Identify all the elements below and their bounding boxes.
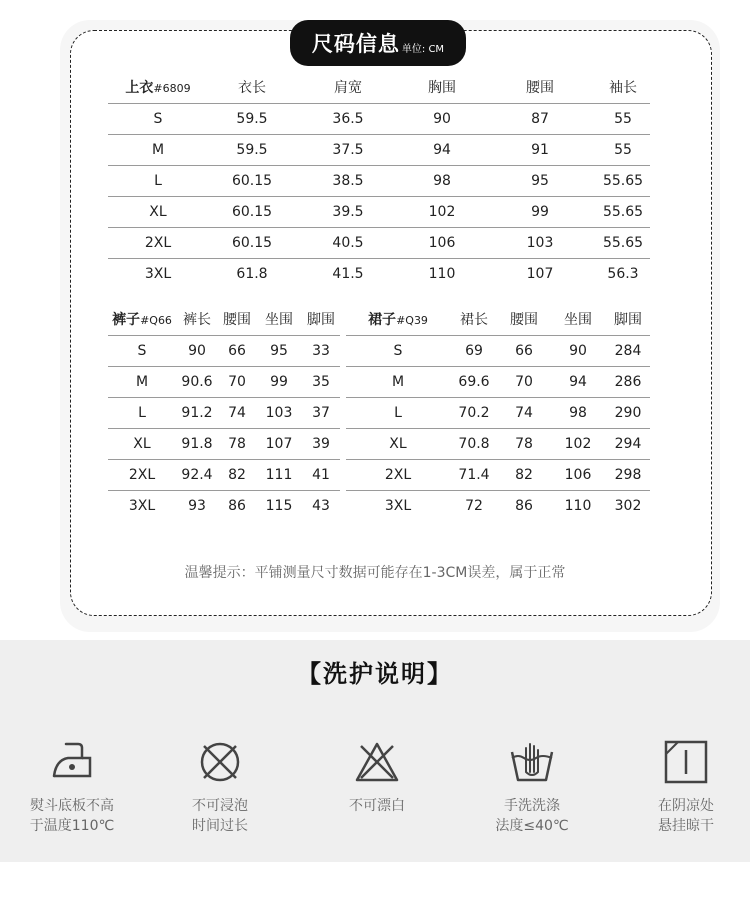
table-header-row xyxy=(108,72,650,103)
table-cell: 2XL xyxy=(108,227,208,258)
do-not-soak-icon xyxy=(196,738,244,786)
table-header-row xyxy=(346,304,650,335)
table-row xyxy=(108,366,340,397)
table-cell: 71.4 xyxy=(450,459,498,490)
column-header: 肩宽 xyxy=(296,72,400,103)
size-info-unit: 单位: CM xyxy=(401,43,445,55)
table-cell: 36.5 xyxy=(296,103,400,134)
table-cell: 55.65 xyxy=(596,196,650,227)
table-cell: L xyxy=(108,397,176,428)
table-cell: 33 xyxy=(302,335,340,366)
table-cell: 91 xyxy=(484,134,596,165)
table-cell: 298 xyxy=(606,459,650,490)
table-cell: 98 xyxy=(550,397,606,428)
table-cell: 43 xyxy=(312,497,330,514)
hand-wash-icon xyxy=(508,738,556,786)
table-cell: 91.2 xyxy=(176,397,218,428)
table-cell: 61.8 xyxy=(236,265,268,282)
column-header: 裙长 xyxy=(450,304,498,335)
table-cell: 90.6 xyxy=(176,366,218,397)
table-cell: 70 xyxy=(498,366,550,397)
column-header: 脚围 xyxy=(302,304,340,335)
table-cell: 74 xyxy=(498,397,550,428)
iron-low-temp-icon xyxy=(48,738,96,786)
table-cell: 302 xyxy=(614,497,642,514)
table-cell: 55.65 xyxy=(596,227,650,258)
table-cell: 102 xyxy=(400,196,484,227)
top-name: 上衣 xyxy=(125,80,154,97)
table-cell: M xyxy=(108,134,208,165)
table-cell: 41 xyxy=(302,459,340,490)
table-cell: 110 xyxy=(564,497,592,514)
care-label: 不可漂白 xyxy=(349,798,405,814)
table-row xyxy=(108,165,650,196)
table-cell: 99 xyxy=(484,196,596,227)
table-cell: 60.15 xyxy=(208,196,296,227)
column-header: 裤长 xyxy=(176,304,218,335)
table-cell: 56.3 xyxy=(607,265,639,282)
skirt-code: #Q39 xyxy=(396,314,428,328)
table-cell: 60.15 xyxy=(208,165,296,196)
table-row xyxy=(108,459,340,490)
dry-in-shade-icon xyxy=(662,738,710,786)
table-cell: 95 xyxy=(484,165,596,196)
table-cell: 107 xyxy=(526,265,554,282)
table-cell: 103 xyxy=(256,397,302,428)
table-row xyxy=(108,196,650,227)
pants-table-title xyxy=(108,304,176,335)
table-cell: 90 xyxy=(550,335,606,366)
care-label: 熨斗底板不高 于温度110℃ xyxy=(29,798,115,834)
table-cell: 290 xyxy=(606,397,650,428)
table-row xyxy=(108,258,650,289)
table-cell: 2XL xyxy=(108,459,176,490)
table-cell: 294 xyxy=(606,428,650,459)
care-label: 在阴凉处 悬挂晾干 xyxy=(658,798,714,834)
table-cell: S xyxy=(346,335,450,366)
table-row xyxy=(346,428,650,459)
table-cell: 93 xyxy=(188,497,206,514)
table-cell: 284 xyxy=(606,335,650,366)
table-cell: 3XL xyxy=(384,497,412,514)
table-row xyxy=(346,397,650,428)
column-header: 腰围 xyxy=(484,72,596,103)
table-cell: 72 xyxy=(465,497,483,514)
pants-code: #Q66 xyxy=(140,314,172,328)
table-cell: L xyxy=(108,165,208,196)
table-cell: 82 xyxy=(218,459,256,490)
table-cell: 94 xyxy=(550,366,606,397)
table-cell: 66 xyxy=(218,335,256,366)
table-cell: 35 xyxy=(302,366,340,397)
table-cell: 70.2 xyxy=(450,397,498,428)
column-header: 腰围 xyxy=(498,304,550,335)
table-cell: 55.65 xyxy=(596,165,650,196)
table-cell: 286 xyxy=(606,366,650,397)
table-cell: L xyxy=(346,397,450,428)
care-label: 手洗洗涤 法度≤40℃ xyxy=(495,798,569,834)
table-cell: 78 xyxy=(218,428,256,459)
table-cell: S xyxy=(108,335,176,366)
column-header: 衣长 xyxy=(208,72,296,103)
column-header: 袖长 xyxy=(596,72,650,103)
table-row xyxy=(346,459,650,490)
table-cell: 78 xyxy=(498,428,550,459)
table-row xyxy=(346,490,650,521)
column-header: 胸围 xyxy=(400,72,484,103)
care-item-iron xyxy=(12,738,132,836)
table-cell: 41.5 xyxy=(332,265,364,282)
skirt-table-title xyxy=(346,304,450,335)
table-cell: 86 xyxy=(228,497,246,514)
measurement-tip: 温馨提示：平铺测量尺寸数据可能存在1-3CM误差，属于正常 xyxy=(184,565,566,581)
top-code: #6809 xyxy=(153,82,191,96)
care-item-dry-shade xyxy=(626,738,746,836)
table-cell: 55 xyxy=(596,103,650,134)
care-item-no-bleach xyxy=(317,738,437,816)
size-info-title: 尺码信息 xyxy=(311,32,400,56)
table-cell: 98 xyxy=(400,165,484,196)
table-cell: 37 xyxy=(302,397,340,428)
table-row xyxy=(346,335,650,366)
care-title: 【洗护说明】 xyxy=(297,660,453,688)
table-cell: 106 xyxy=(550,459,606,490)
pants-size-table xyxy=(108,304,340,521)
table-cell: XL xyxy=(346,428,450,459)
table-row xyxy=(108,397,340,428)
column-header: 坐围 xyxy=(550,304,606,335)
table-cell: 70 xyxy=(218,366,256,397)
column-header: 腰围 xyxy=(218,304,256,335)
table-cell: 111 xyxy=(256,459,302,490)
skirt-name: 裙子 xyxy=(368,312,397,329)
table-cell: 39.5 xyxy=(296,196,400,227)
table-cell: 39 xyxy=(302,428,340,459)
pants-name: 裤子 xyxy=(112,312,141,329)
table-cell: S xyxy=(108,103,208,134)
table-cell: 37.5 xyxy=(296,134,400,165)
table-row xyxy=(108,103,650,134)
table-cell: 59.5 xyxy=(208,103,296,134)
table-cell: 94 xyxy=(400,134,484,165)
table-cell: 3XL xyxy=(128,497,156,514)
table-cell: 69.6 xyxy=(450,366,498,397)
table-cell: 107 xyxy=(256,428,302,459)
table-cell: 60.15 xyxy=(208,227,296,258)
table-cell: M xyxy=(108,366,176,397)
table-cell: 115 xyxy=(265,497,293,514)
table-cell: 38.5 xyxy=(296,165,400,196)
table-cell: 3XL xyxy=(144,265,172,282)
table-cell: 86 xyxy=(515,497,533,514)
table-row xyxy=(108,428,340,459)
care-item-hand-wash xyxy=(472,738,592,836)
table-row xyxy=(346,366,650,397)
table-cell: 92.4 xyxy=(176,459,218,490)
table-cell: 90 xyxy=(176,335,218,366)
table-cell: 99 xyxy=(256,366,302,397)
top-size-table xyxy=(108,72,650,289)
table-cell: 70.8 xyxy=(450,428,498,459)
column-header: 脚围 xyxy=(606,304,650,335)
skirt-size-table xyxy=(346,304,650,521)
table-cell: XL xyxy=(108,196,208,227)
table-cell: 87 xyxy=(484,103,596,134)
table-cell: 40.5 xyxy=(296,227,400,258)
table-cell: M xyxy=(346,366,450,397)
table-cell: 82 xyxy=(498,459,550,490)
table-cell: 110 xyxy=(428,265,456,282)
table-cell: 55 xyxy=(596,134,650,165)
table-cell: 66 xyxy=(498,335,550,366)
table-row xyxy=(108,490,340,521)
table-cell: 106 xyxy=(400,227,484,258)
do-not-bleach-icon xyxy=(353,738,401,786)
table-cell: 103 xyxy=(484,227,596,258)
table-cell: 69 xyxy=(450,335,498,366)
table-row xyxy=(108,227,650,258)
care-section xyxy=(0,640,750,862)
table-cell: 74 xyxy=(218,397,256,428)
care-item-no-soak xyxy=(160,738,280,836)
table-header-row xyxy=(108,304,340,335)
table-cell: 95 xyxy=(256,335,302,366)
table-row xyxy=(108,335,340,366)
size-info-title-badge xyxy=(290,20,466,66)
table-row xyxy=(108,134,650,165)
table-cell: 91.8 xyxy=(176,428,218,459)
care-label: 不可浸泡 时间过长 xyxy=(192,798,248,834)
column-header: 坐围 xyxy=(256,304,302,335)
table-cell: 59.5 xyxy=(208,134,296,165)
table-cell: 102 xyxy=(550,428,606,459)
top-table-title xyxy=(108,72,208,103)
table-cell: 90 xyxy=(400,103,484,134)
table-cell: 2XL xyxy=(346,459,450,490)
table-cell: XL xyxy=(108,428,176,459)
